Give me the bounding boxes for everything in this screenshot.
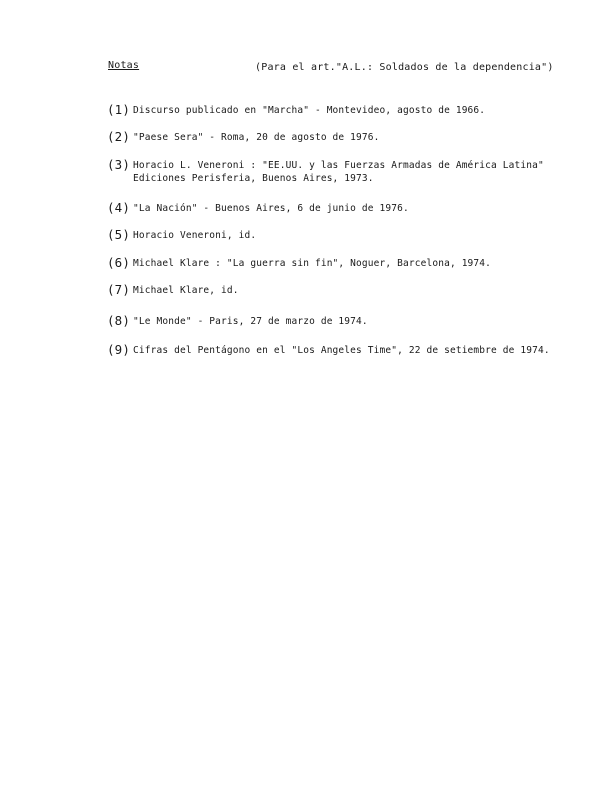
note-text: "Le Monde" - Paris, 27 de marzo de 1974. <box>133 316 368 327</box>
note-number: (1) <box>107 102 131 117</box>
note-number: (8) <box>107 313 131 328</box>
note-item <box>107 343 550 357</box>
note-text: Michael Klare, id. <box>133 285 239 296</box>
note-item <box>107 130 380 144</box>
note-text: "La Nación" - Buenos Aires, 6 de junio de 1976. <box>133 203 409 214</box>
note-item <box>107 103 485 117</box>
note-number: (7) <box>107 282 131 297</box>
note-text-continued: Ediciones Perisferia, Buenos Aires, 1973. <box>133 173 374 184</box>
note-number: (4) <box>107 200 131 215</box>
note-item <box>107 228 256 242</box>
note-item <box>107 201 409 215</box>
note-text: Horacio Veneroni, id. <box>133 230 257 241</box>
note-item <box>107 283 239 297</box>
note-item <box>107 256 491 270</box>
note-text: Michael Klare : "La guerra sin fin", Noguer, Barcelona, 1974. <box>133 258 492 269</box>
note-text: Cifras del Pentágono en el "Los Angeles Time", 22 de setiembre de 1974. <box>133 345 550 356</box>
note-item <box>107 314 368 328</box>
note-text: "Paese Sera" - Roma, 20 de agosto de 1976. <box>133 132 380 143</box>
article-reference: (Para el art."A.L.: Soldados de la dependencia") <box>255 62 554 73</box>
note-number: (3) <box>107 157 131 172</box>
note-number: (9) <box>107 342 131 357</box>
note-text: Discurso publicado en "Marcha" - Montevideo, agosto de 1966. <box>133 105 486 116</box>
note-number: (2) <box>107 129 131 144</box>
note-item <box>107 158 544 185</box>
notes-heading: Notas <box>108 60 140 71</box>
note-number: (5) <box>107 227 131 242</box>
note-text: Horacio L. Veneroni : "EE.UU. y las Fuerzas Armadas de América Latina" <box>133 160 544 171</box>
note-number: (6) <box>107 255 131 270</box>
